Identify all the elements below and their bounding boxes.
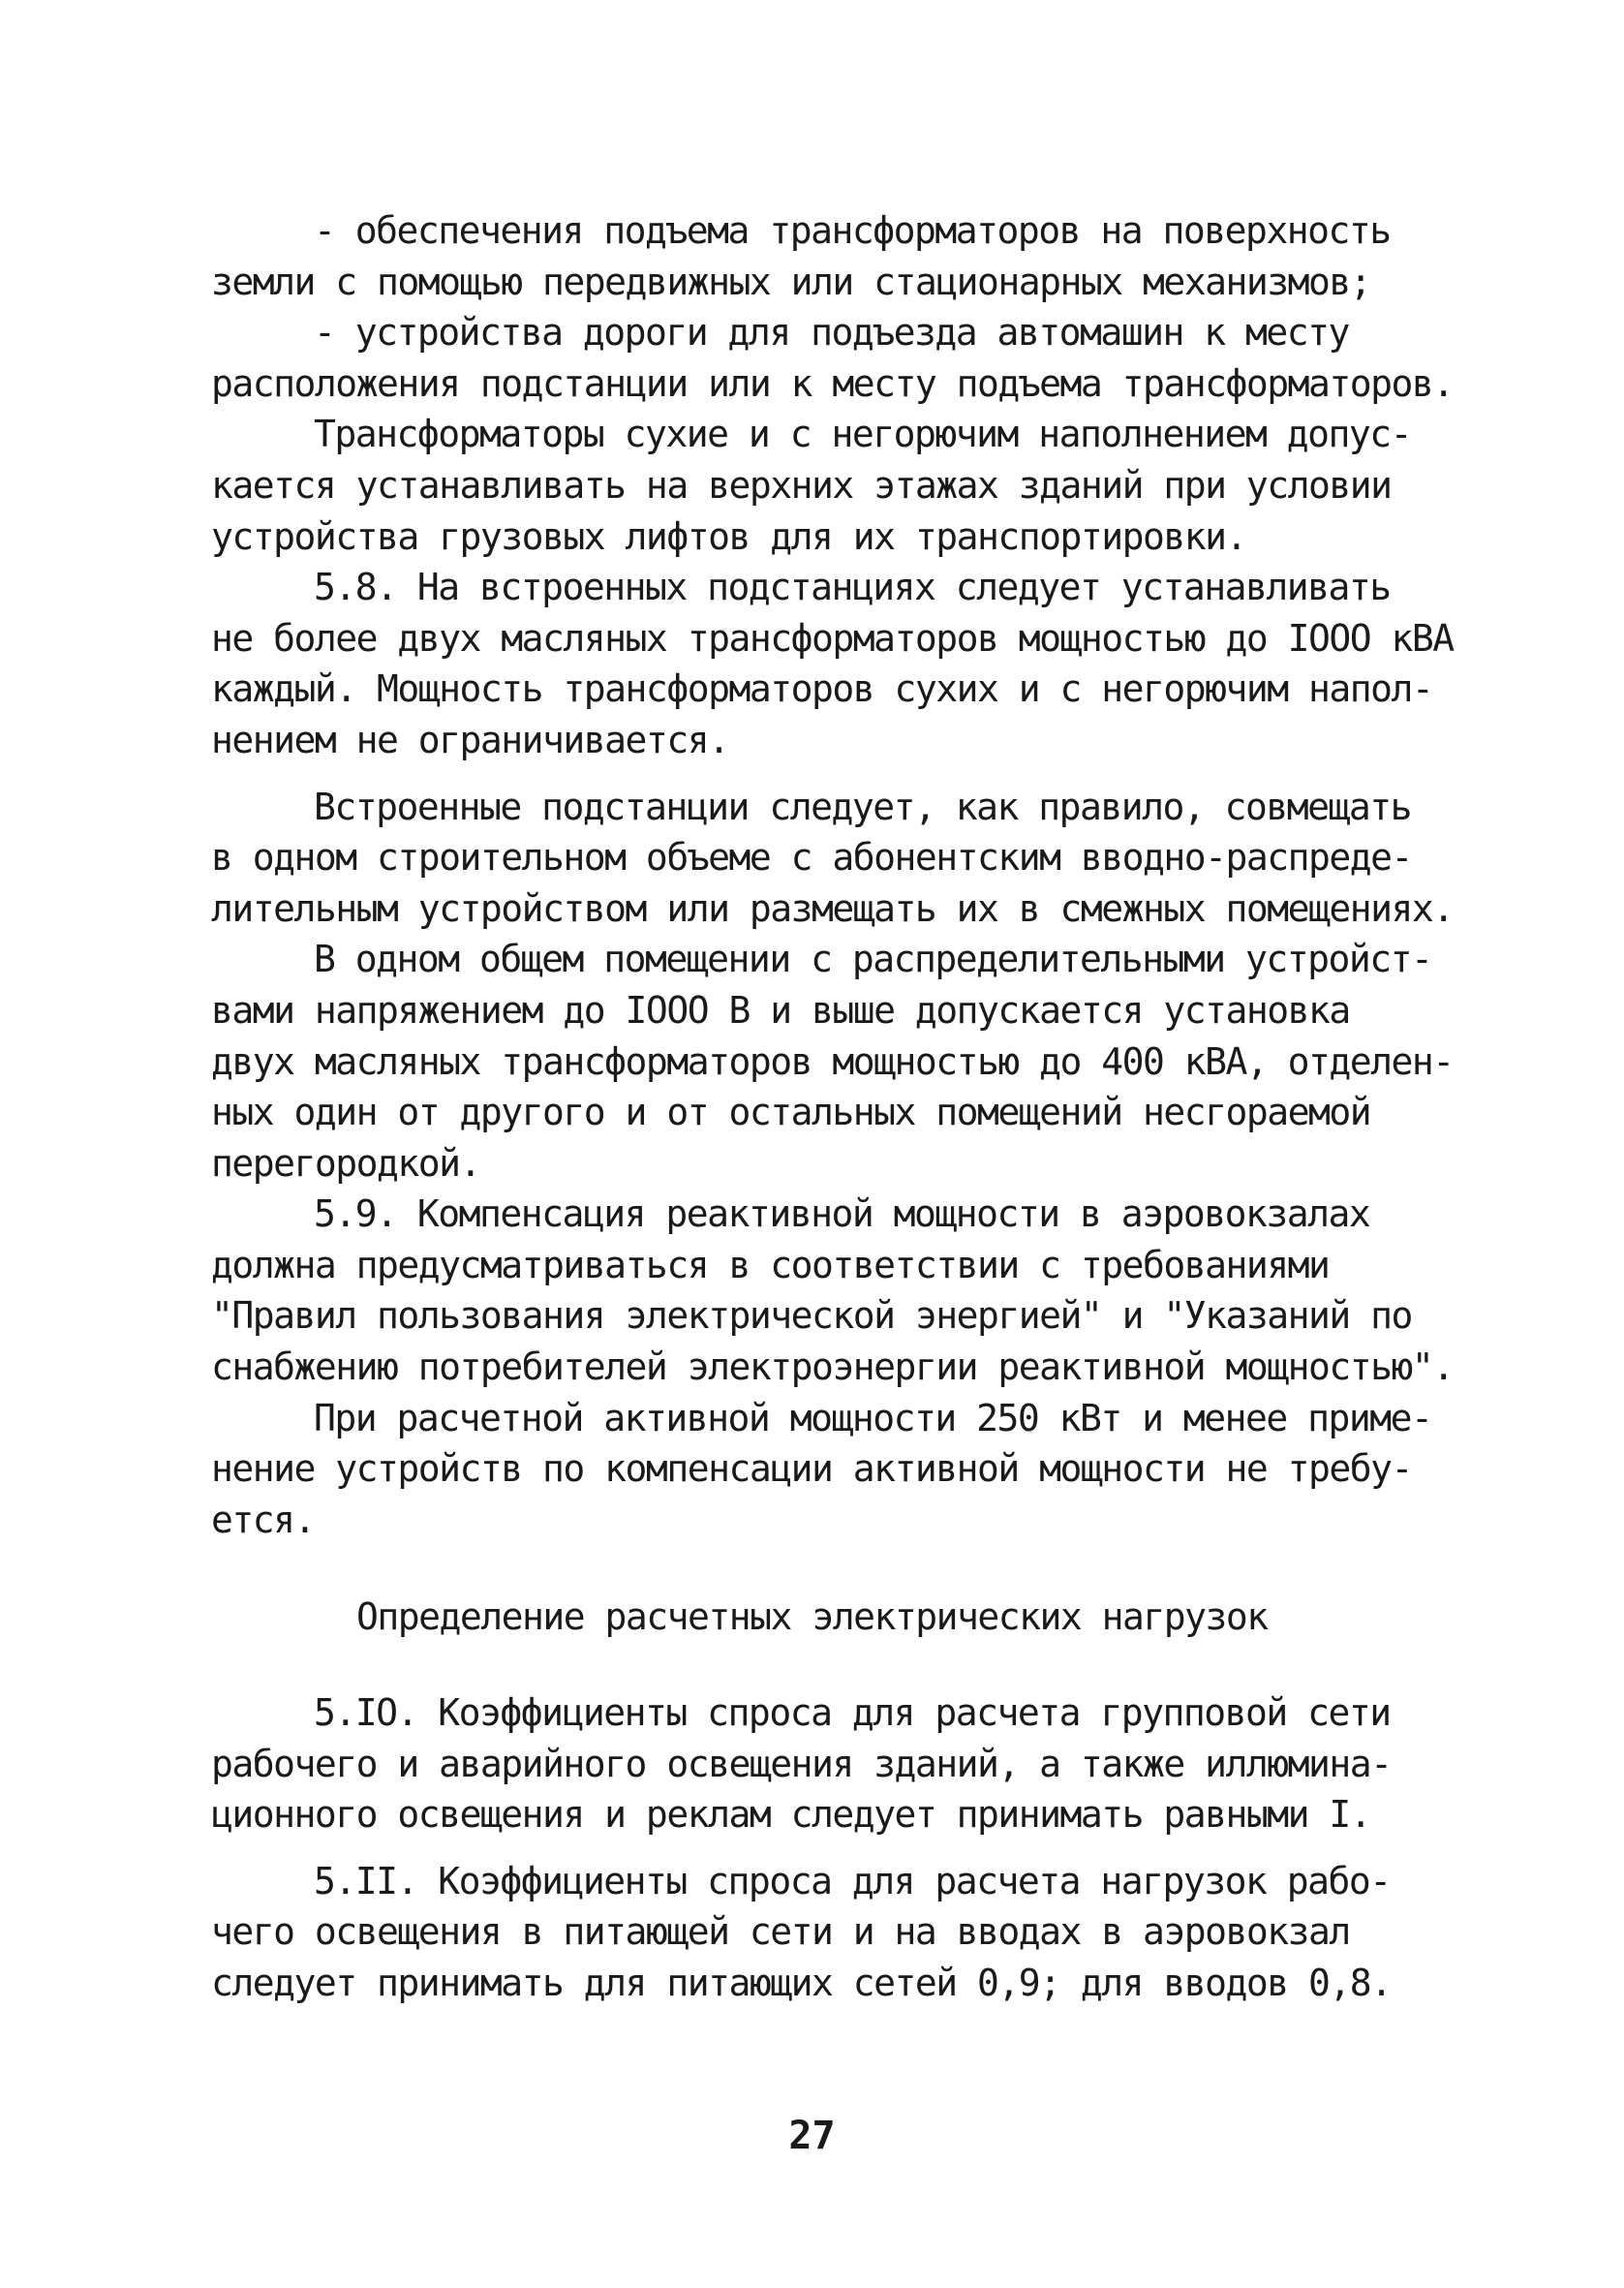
text-line: ется. (211, 1498, 315, 1541)
text-line: снабжению потребителей электроэнергии реактивной мощностью". (211, 1345, 1454, 1389)
text-line: При расчетной активной мощности 250 кВт и менее приме- (314, 1396, 1432, 1439)
text-line: перегородкой. (211, 1141, 480, 1185)
text-line: чего освещения в питающей сети и на вводах в аэровокзал (211, 1910, 1350, 1954)
text-line: не более двух масляных трансформаторов мощностью до IOOO кВА (211, 616, 1454, 660)
text-line: В одном общем помещении с распределительными устройст- (314, 938, 1432, 981)
text-line: устройства грузовых лифтов для их транспортировки. (211, 514, 1246, 558)
paragraph-built-in-substations (211, 782, 1454, 935)
text-line: 5.II. Коэффициенты спроса для расчета нагрузок рабо- (314, 1859, 1391, 1902)
text-line: ционного освещения и реклам следует принимать равными I. (211, 1793, 1371, 1837)
text-line: 5.9. Компенсация реактивной мощности в аэровокзалах (314, 1192, 1370, 1236)
text-line: Встроенные подстанции следует, как правило, совмещать (314, 785, 1412, 828)
text-line: следует принимать для питающих сетей 0,9; для вводов 0,8. (211, 1962, 1392, 2004)
paragraph-5-11 (211, 1856, 1441, 2009)
text-line: вами напряжением до IOOO В и выше допускается установка (211, 988, 1350, 1032)
text-line: Трансформаторы сухие и с негорючим наполнением допус- (314, 413, 1412, 456)
paragraph-active-power (211, 1393, 1441, 1546)
paragraph-dry-transformers (211, 409, 1441, 562)
text-line: кается устанавливать на верхних этажах зданий при условии (211, 463, 1392, 507)
paragraph-5-9 (211, 1189, 1454, 1392)
text-line: каждый. Мощность трансформаторов сухих и с негорючим напол- (211, 667, 1433, 711)
paragraph-5-10 (211, 1687, 1441, 1840)
text-line: 5.IO. Коэффициенты спроса для расчета групповой сети (314, 1691, 1391, 1735)
text-line: - обеспечения подъема трансформаторов на поверхность (314, 209, 1391, 252)
text-line: нением не ограничивается. (211, 718, 729, 761)
text-line: в одном строительном объеме с абонентским вводно-распреде- (211, 836, 1412, 880)
text-line: - устройства дороги для подъезда автомашин к месту (314, 311, 1349, 355)
paragraph-5-8 (211, 562, 1454, 765)
paragraph-transformer-lifting (211, 205, 1454, 409)
section-heading: Определение расчетных электрических нагрузок (356, 1595, 1268, 1639)
text-line: нение устройств по компенсации активной мощности не требу- (211, 1447, 1412, 1491)
text-line: лительным устройством или размещать их в смежных помещениях. (211, 886, 1454, 930)
text-line: рабочего и аварийного освещения зданий, а также иллюмина- (211, 1742, 1392, 1785)
text-line: расположения подстанции или к месту подъема трансформаторов. (211, 361, 1454, 405)
page-number: 27 (788, 2114, 836, 2158)
text-line: "Правил пользования электрической энергией" и "Указаний по (211, 1294, 1412, 1338)
body-text (211, 205, 1454, 2009)
text-line: двух масляных трансформаторов мощностью до 400 кВА, отделен- (211, 1039, 1454, 1083)
paragraph-common-room (211, 934, 1454, 1189)
text-line: ных один от другого и от остальных помещений несгораемой (211, 1091, 1371, 1134)
text-line: должна предусматриваться в соответствии с требованиями (211, 1243, 1330, 1286)
text-line: земли с помощью передвижных или стационарных механизмов; (211, 260, 1371, 303)
text-line: 5.8. На встроенных подстанциях следует устанавливать (314, 566, 1391, 609)
